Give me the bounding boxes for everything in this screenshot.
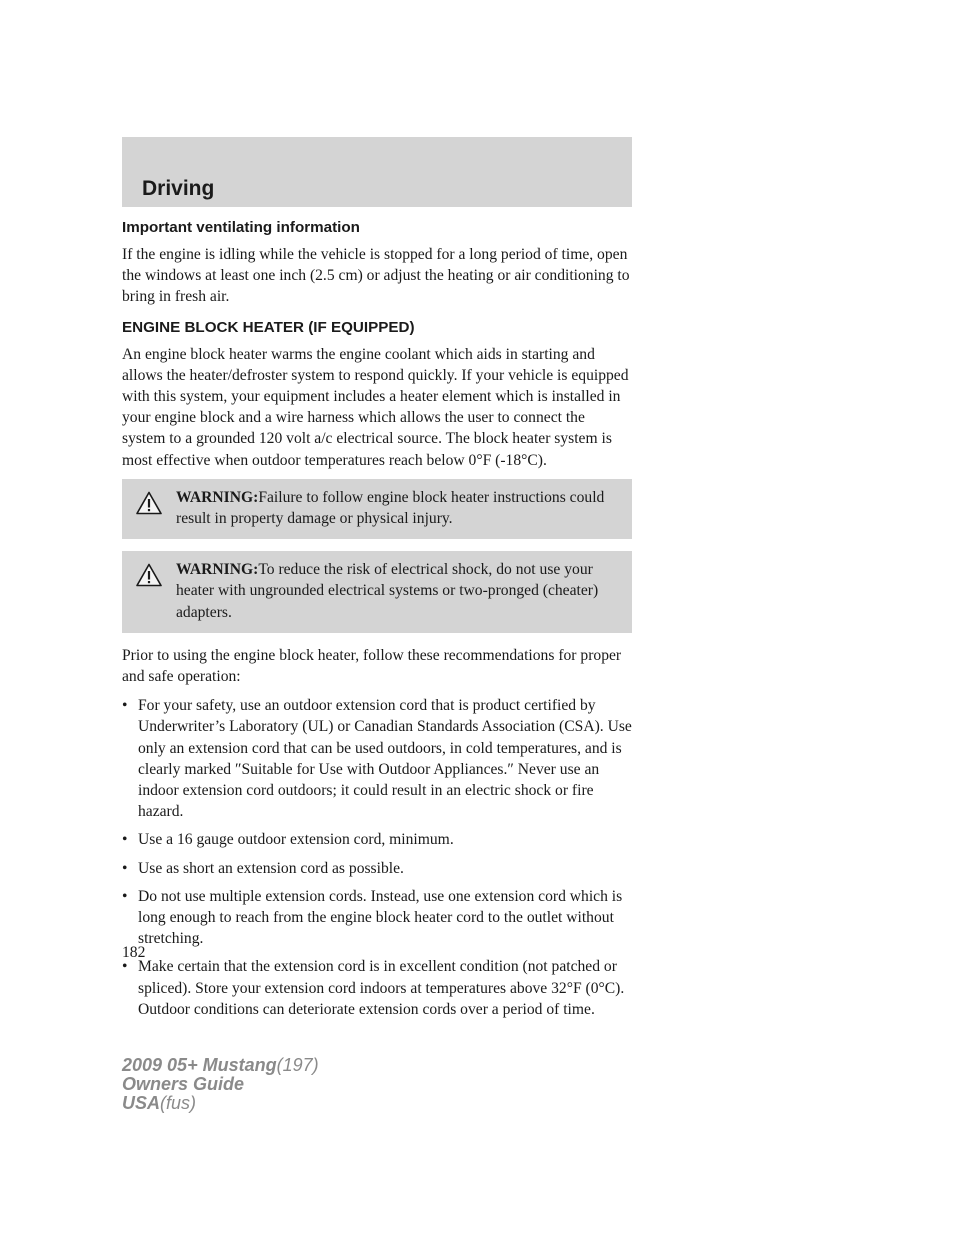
recommendations-list bbox=[122, 695, 632, 1020]
block-heater-body: An engine block heater warms the engine coolant which aids in starting and allows the heater/defroster system to respond quickly. If your vehicle is equipped with this system, your equipment includes a heater element which is installed in your engine block and a wire harness which allows the user to connect the system to a grounded 120 volt a/c electrical source. The block heater system is most effective when outdoor temperatures reach below 0°F (-18°C). bbox=[122, 345, 629, 469]
warning-triangle-icon bbox=[136, 563, 162, 587]
warning-box bbox=[122, 479, 632, 539]
list-item: • For your safety, use an outdoor extension cord that is product certified by Underwriter’s Laboratory (UL) or Canadian Standards Association (CSA). Use only an extension cord that can be used outdoors, in cold temperatures, and is clearly marked ″Suitable for Use with Outdoor Appliances.″ Never use an indoor extension cord outdoors; it could result in an electric shock or fire hazard. bbox=[122, 697, 632, 821]
warning-label: WARNING: bbox=[176, 561, 259, 579]
footer-market: USA bbox=[122, 1093, 161, 1113]
bullet: • bbox=[122, 887, 128, 905]
list-item: • Make certain that the extension cord is in excellent condition (not patched or spliced). Store your extension cord indoors at temperatures above 32°F (0°C). Outdoor conditions can deteriorate extension cords over a period of time. bbox=[122, 958, 625, 1018]
footer-market-code: (fus) bbox=[160, 1093, 197, 1113]
list-item: • Use a 16 gauge outdoor extension cord, minimum. bbox=[122, 829, 632, 850]
list-item: • Do not use multiple extension cords. Instead, use one extension cord which is long enough to reach from the engine block heater cord to the outlet without stretching. bbox=[122, 887, 623, 948]
footer-model: 2009 05+ Mustang bbox=[122, 1055, 277, 1075]
warning-text: Failure to follow engine block heater instructions could result in property damage or physical injury. bbox=[176, 488, 605, 528]
footer-model-code: (197) bbox=[276, 1055, 319, 1075]
bullet: • bbox=[122, 831, 128, 849]
bullet: • bbox=[122, 859, 128, 877]
ventilation-heading: Important ventilating information bbox=[122, 219, 360, 236]
warning-box bbox=[122, 551, 632, 633]
section-header-band bbox=[122, 137, 632, 207]
page-content bbox=[122, 218, 632, 1027]
warning-text: To reduce the risk of electrical shock, do not use your heater with ungrounded electrical systems or two-pronged (cheater) adapters. bbox=[176, 561, 599, 621]
section-title: Driving bbox=[142, 177, 215, 200]
warning-label: WARNING: bbox=[176, 488, 259, 506]
recommendations-intro: Prior to using the engine block heater, follow these recommendations for proper and safe operation: bbox=[122, 646, 622, 686]
bullet: • bbox=[122, 958, 128, 976]
list-item: • Use as short an extension cord as possible. bbox=[122, 858, 632, 879]
block-heater-heading: ENGINE BLOCK HEATER (IF EQUIPPED) bbox=[122, 318, 415, 336]
bullet: • bbox=[122, 697, 128, 715]
page-number: 182 bbox=[122, 944, 146, 961]
warning-triangle-icon bbox=[136, 491, 162, 515]
document-footer bbox=[122, 1056, 319, 1113]
ventilation-body: If the engine is idling while the vehicle is stopped for a long period of time, open the windows at least one inch (2.5 cm) or adjust the heating or air conditioning to bring in fresh air. bbox=[122, 246, 630, 306]
footer-guide-name: Owners Guide bbox=[122, 1074, 245, 1094]
